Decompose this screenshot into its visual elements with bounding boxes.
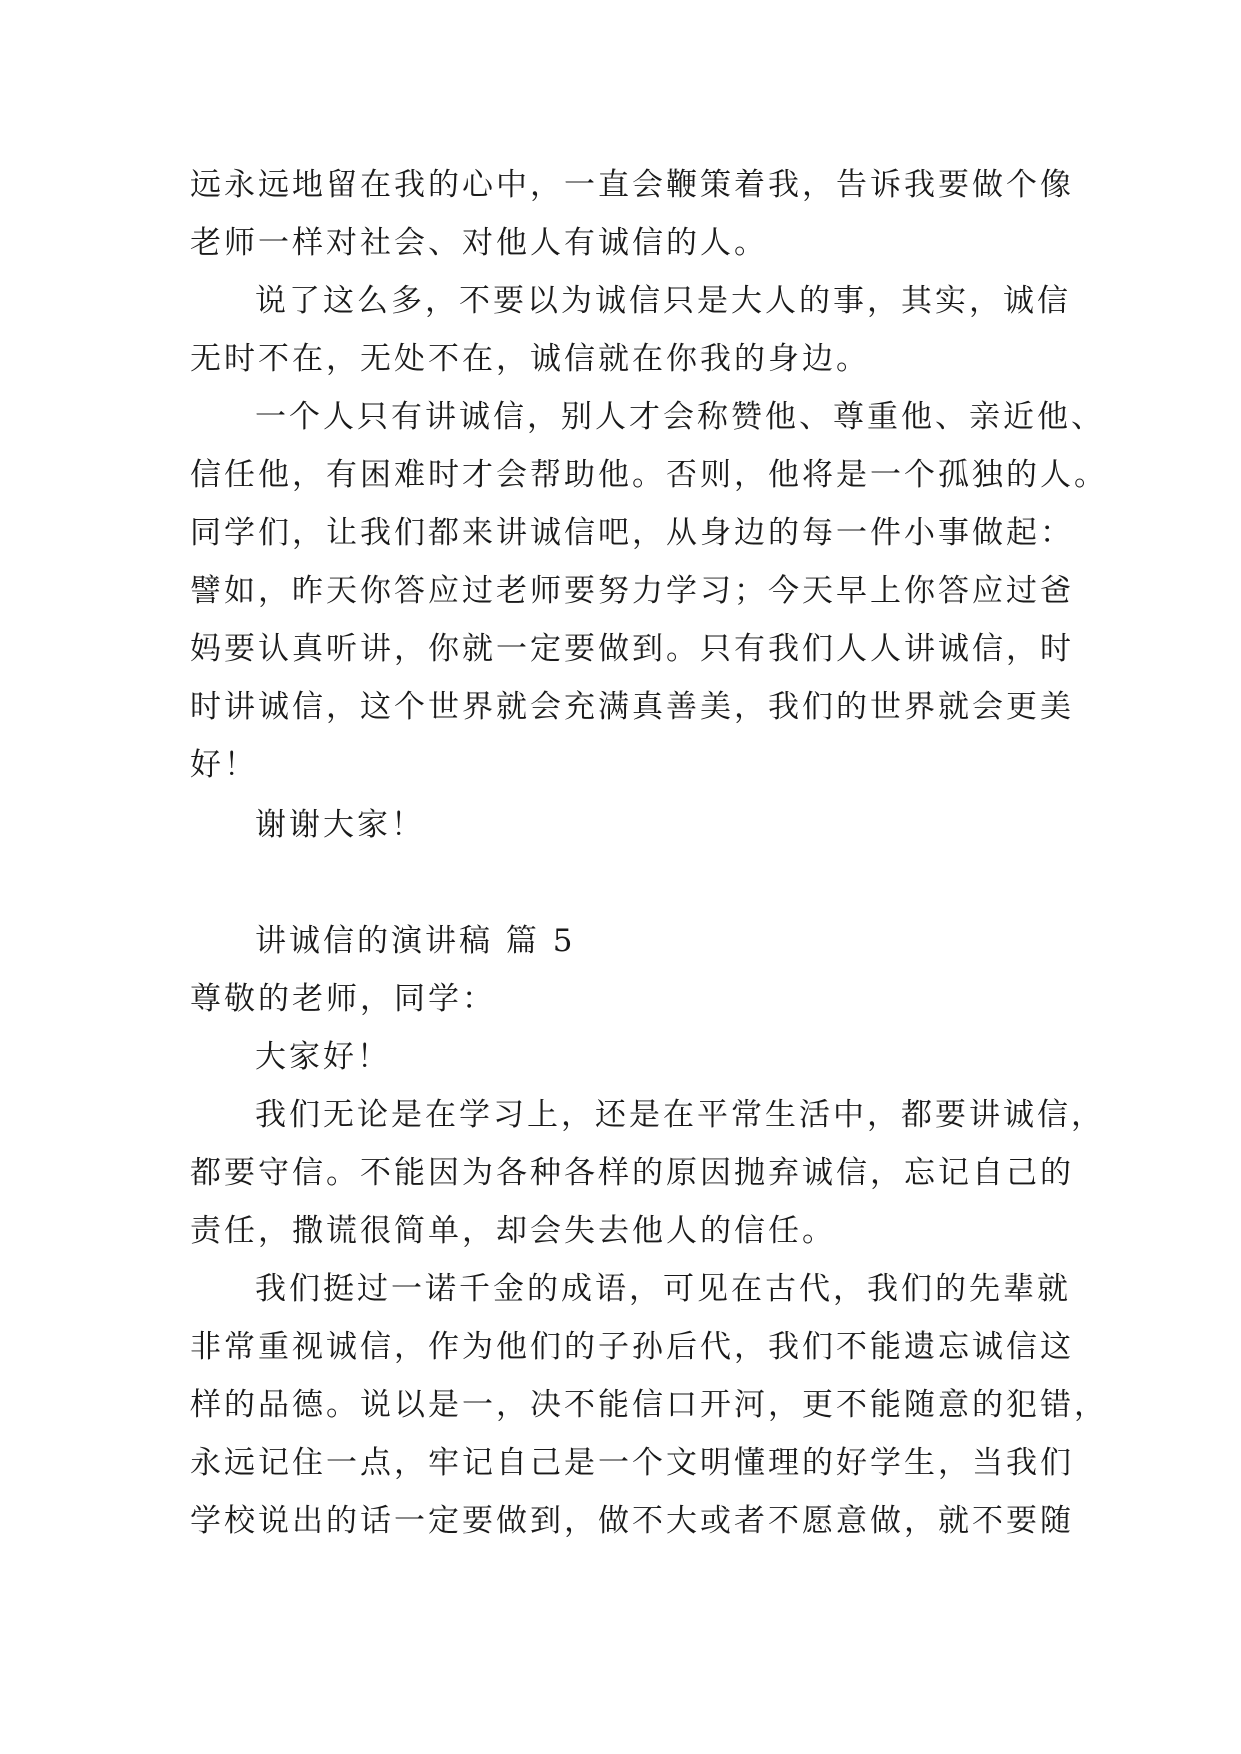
text-line: 非常重视诚信，作为他们的子孙后代，我们不能遗忘诚信这 [190, 1329, 1074, 1365]
text-line: 妈要认真听讲，你就一定要做到。只有我们人人讲诚信，时 [190, 631, 1074, 667]
text-line: 永远记住一点，牢记自己是一个文明懂理的好学生，当我们 [190, 1445, 1074, 1481]
section-heading: 讲诚信的演讲稿 篇 5 [255, 923, 576, 959]
closing-thanks: 谢谢大家！ [255, 807, 425, 843]
greeting: 大家好！ [255, 1039, 391, 1075]
paragraph-start-line: 说了这么多，不要以为诚信只是大人的事，其实，诚信 [255, 283, 1071, 319]
text-line: 都要守信。不能因为各种各样的原因抛弃诚信，忘记自己的 [190, 1155, 1074, 1191]
text-line: 譬如，昨天你答应过老师要努力学习；今天早上你答应过爸 [190, 573, 1074, 609]
text-line: 样的品德。说以是一，决不能信口开河，更不能随意的犯错， [190, 1387, 1108, 1423]
text-line: 同学们，让我们都来讲诚信吧，从身边的每一件小事做起： [190, 515, 1074, 551]
text-line: 无时不在，无处不在，诚信就在你我的身边。 [190, 341, 870, 377]
text-line: 信任他，有困难时才会帮助他。否则，他将是一个孤独的人。 [190, 457, 1108, 493]
salutation: 尊敬的老师，同学： [190, 981, 496, 1017]
paragraph-start-line: 我们无论是在学习上，还是在平常生活中，都要讲诚信， [255, 1097, 1105, 1133]
paragraph-start-line: 我们挺过一诺千金的成语，可见在古代，我们的先辈就 [255, 1271, 1071, 1307]
text-line: 学校说出的话一定要做到，做不大或者不愿意做，就不要随 [190, 1503, 1074, 1539]
text-line: 责任，撒谎很简单，却会失去他人的信任。 [190, 1213, 836, 1249]
paragraph-start-line: 一个人只有讲诚信，别人才会称赞他、尊重他、亲近他、 [255, 399, 1105, 435]
text-line: 时讲诚信，这个世界就会充满真善美，我们的世界就会更美 [190, 689, 1074, 725]
text-line: 远永远地留在我的心中，一直会鞭策着我，告诉我要做个像 [190, 167, 1074, 203]
text-line: 老师一样对社会、对他人有诚信的人。 [190, 225, 768, 261]
text-line: 好！ [190, 747, 258, 783]
